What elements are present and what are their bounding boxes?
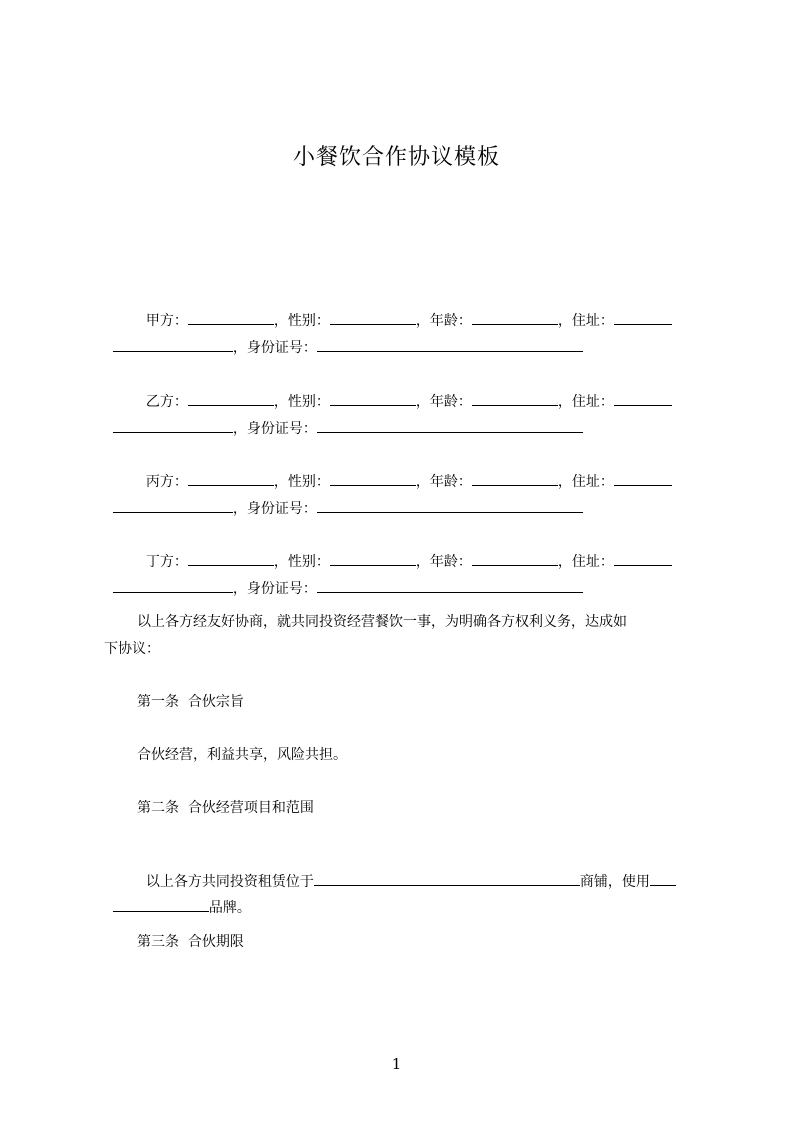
gender-label: 性别： (287, 554, 330, 570)
page-number: 1 (391, 1055, 402, 1073)
address-blank-cont (113, 338, 233, 352)
separator: ， (273, 474, 288, 490)
article-2-text-b: 商铺，使用 (579, 874, 650, 890)
address-blank-cont (113, 499, 233, 513)
party-label: 丁方： (145, 554, 188, 570)
age-label: 年龄： (429, 554, 472, 570)
separator: ， (415, 474, 430, 490)
party-label: 乙方： (145, 394, 188, 410)
intro-paragraph: 以上各方经友好协商，就共同投资经营餐饮一事，为明确各方权利义务，达成如 (137, 614, 627, 630)
address-label: 住址： (571, 313, 614, 329)
id-blank (317, 579, 583, 593)
separator: ， (557, 313, 572, 329)
separator: ， (273, 394, 288, 410)
intro-paragraph-cont: 下协议： (104, 641, 160, 657)
article-2-body-cont (104, 878, 704, 918)
article-2-title: 第二条 合伙经营项目和范围 (137, 800, 314, 816)
gender-label: 性别： (287, 474, 330, 490)
party-line-4b (104, 559, 704, 599)
article-1-body: 合伙经营，利益共享，风险共担。 (137, 747, 347, 763)
separator: ， (557, 394, 572, 410)
party-line-1b (104, 318, 704, 358)
party-label: 丙方： (145, 474, 188, 490)
age-label: 年龄： (429, 394, 472, 410)
address-blank-cont (113, 419, 233, 433)
separator: ， (232, 340, 247, 356)
address-label: 住址： (571, 474, 614, 490)
separator: ， (232, 581, 247, 597)
gender-label: 性别： (287, 313, 330, 329)
id-blank (317, 419, 583, 433)
party-label: 甲方： (145, 313, 188, 329)
separator: ， (415, 313, 430, 329)
address-label: 住址： (571, 554, 614, 570)
id-label: 身份证号： (246, 340, 317, 356)
separator: ， (232, 501, 247, 517)
id-label: 身份证号： (246, 501, 317, 517)
party-line-2b (104, 399, 704, 439)
age-label: 年龄： (429, 474, 472, 490)
brand-blank-cont (113, 898, 209, 912)
gender-label: 性别： (287, 394, 330, 410)
separator: ， (557, 474, 572, 490)
separator: ， (273, 554, 288, 570)
separator: ， (557, 554, 572, 570)
party-line-3b (104, 479, 704, 519)
id-blank (317, 338, 583, 352)
document-title: 小餐饮合作协议模板 (292, 145, 500, 170)
separator: ， (232, 421, 247, 437)
article-2-text-a: 以上各方共同投资租赁位于 (145, 874, 314, 890)
id-blank (317, 499, 583, 513)
age-label: 年龄： (429, 313, 472, 329)
article-1-title: 第一条 合伙宗旨 (137, 694, 244, 710)
id-label: 身份证号： (246, 421, 317, 437)
separator: ， (415, 554, 430, 570)
id-label: 身份证号： (246, 581, 317, 597)
separator: ， (415, 394, 430, 410)
separator: ， (273, 313, 288, 329)
address-blank-cont (113, 579, 233, 593)
article-2-text-c: 品牌。 (208, 900, 251, 916)
article-3-title: 第三条 合伙期限 (137, 934, 244, 950)
address-label: 住址： (571, 394, 614, 410)
